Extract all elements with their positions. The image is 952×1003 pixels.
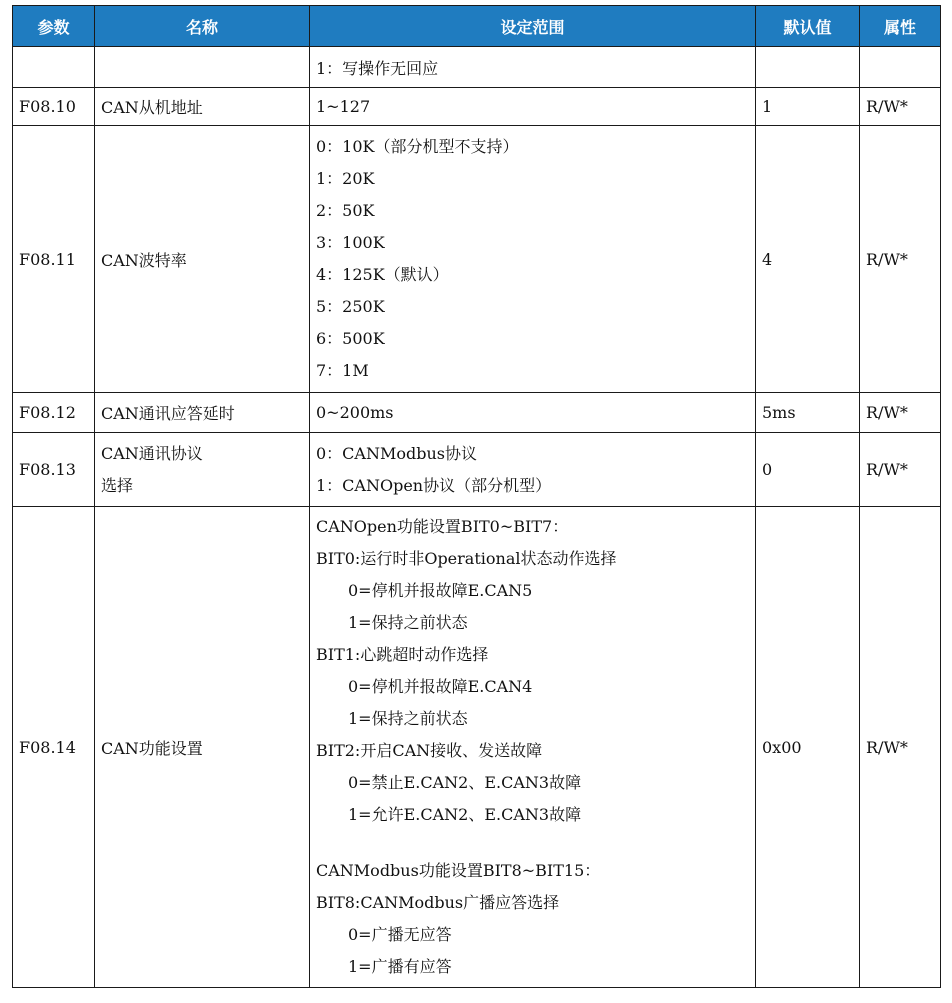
function-line: BIT0:运行时非Operational状态动作选择 [316, 549, 617, 568]
cell-name: CAN波特率 [95, 126, 310, 393]
cell-attr [860, 47, 941, 88]
cell-param: F08.10 [13, 88, 95, 126]
cell-attr: R/W* [860, 126, 941, 393]
cell-param: F08.12 [13, 393, 95, 433]
cell-default: 5ms [756, 393, 860, 433]
table-row-f08-11 [13, 126, 941, 393]
cell-attr: R/W* [860, 433, 941, 507]
baud-option: 4：125K（默认） [316, 265, 449, 284]
function-line: 1=允许E.CAN2、E.CAN3故障 [348, 805, 582, 824]
function-line: CANModbus功能设置BIT8~BIT15： [316, 861, 601, 880]
cell-range [310, 126, 756, 393]
table-row-f08-14 [13, 507, 941, 988]
cell-attr: R/W* [860, 88, 941, 126]
function-line: 1=保持之前状态 [348, 613, 468, 632]
protocol-option: 0：CANModbus协议 [316, 443, 477, 463]
header-range: 设定范围 [310, 6, 756, 47]
cell-default: 0x00 [756, 507, 860, 988]
cell-default: 1 [756, 88, 860, 126]
cell-param: F08.14 [13, 507, 95, 988]
spacer [316, 831, 749, 855]
cell-param: F08.11 [13, 126, 95, 393]
baud-option: 7：1M [316, 361, 369, 380]
cell-name [95, 47, 310, 88]
baud-option: 5：250K [316, 297, 385, 316]
function-line: 0=广播无应答 [348, 925, 452, 944]
baud-option: 1：20K [316, 169, 375, 188]
table-row-f08-13 [13, 433, 941, 507]
name-line: CAN通讯协议 [101, 443, 203, 463]
header-attr: 属性 [860, 6, 941, 47]
function-line: BIT8:CANModbus广播应答选择 [316, 893, 560, 912]
function-line: 1=广播有应答 [348, 957, 452, 976]
cell-name: CAN通讯应答延时 [95, 393, 310, 433]
baud-option: 6：500K [316, 329, 385, 348]
cell-param [13, 47, 95, 88]
cell-attr: R/W* [860, 393, 941, 433]
header-name: 名称 [95, 6, 310, 47]
function-line: BIT2:开启CAN接收、发送故障 [316, 741, 543, 760]
cell-range: 1：写操作无回应 [310, 47, 756, 88]
cell-name [95, 433, 310, 507]
header-default: 默认值 [756, 6, 860, 47]
table-row-f08-12 [13, 393, 941, 433]
cell-default: 4 [756, 126, 860, 393]
cell-range [310, 507, 756, 988]
function-line: 0=停机并报故障E.CAN4 [348, 677, 533, 696]
cell-default: 0 [756, 433, 860, 507]
function-line: CANOpen功能设置BIT0~BIT7： [316, 517, 569, 536]
header-row [13, 6, 941, 47]
cell-name: CAN从机地址 [95, 88, 310, 126]
cell-name: CAN功能设置 [95, 507, 310, 988]
cell-range: 0~200ms [310, 393, 756, 433]
header-param: 参数 [13, 6, 95, 47]
cell-range [310, 433, 756, 507]
baud-option: 0：10K（部分机型不支持） [316, 137, 519, 156]
table-row-continuation [13, 47, 941, 88]
baud-option: 2：50K [316, 201, 375, 220]
function-line: 0=禁止E.CAN2、E.CAN3故障 [348, 773, 582, 792]
cell-range: 1~127 [310, 88, 756, 126]
parameter-table [12, 5, 941, 988]
baud-option: 3：100K [316, 233, 385, 252]
cell-attr: R/W* [860, 507, 941, 988]
cell-param: F08.13 [13, 433, 95, 507]
function-line: BIT1:心跳超时动作选择 [316, 645, 489, 664]
table-row-f08-10 [13, 88, 941, 126]
function-line: 0=停机并报故障E.CAN5 [348, 581, 533, 600]
cell-default [756, 47, 860, 88]
name-line: 选择 [101, 475, 134, 495]
protocol-option: 1：CANOpen协议（部分机型） [316, 475, 552, 495]
function-line: 1=保持之前状态 [348, 709, 468, 728]
